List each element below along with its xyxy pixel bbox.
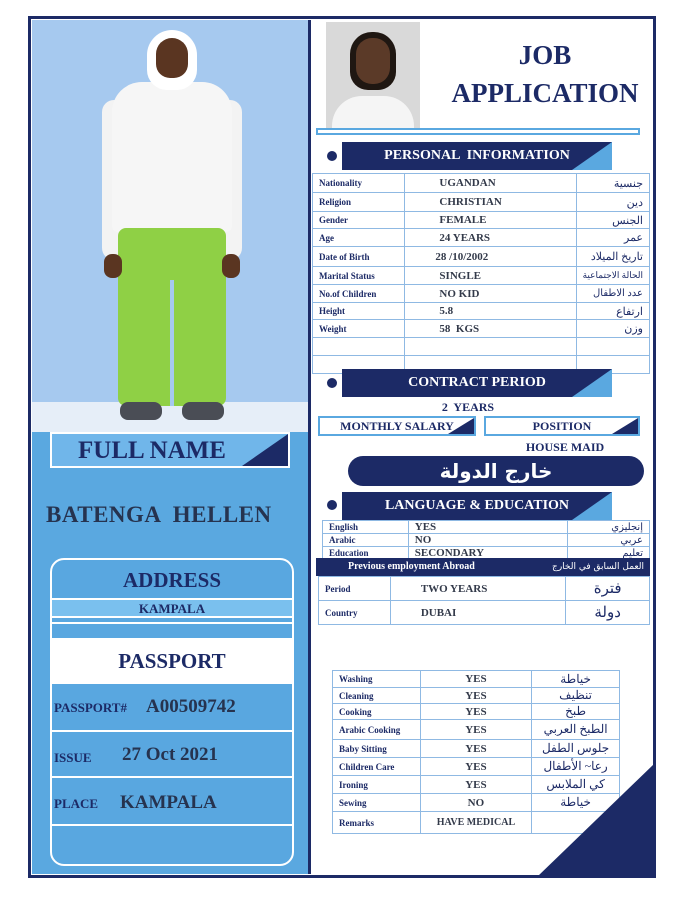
full-name-label: FULL NAME xyxy=(78,437,226,464)
row-value: 58 KGS xyxy=(405,320,576,338)
table-row xyxy=(313,229,650,247)
row-value: FEMALE xyxy=(405,212,576,229)
title-rule xyxy=(316,128,640,135)
row-value: 24 YEARS xyxy=(405,229,576,247)
row-label: Date of Birth xyxy=(313,247,405,267)
row-arabic: عمر xyxy=(576,229,649,247)
contract-period-header xyxy=(342,369,612,397)
bullet-dot xyxy=(327,151,337,161)
table-row xyxy=(319,577,650,601)
personal-info-header xyxy=(342,142,612,170)
row-label: Arabic Cooking xyxy=(333,720,421,740)
row-arabic: خياطة xyxy=(532,794,620,812)
row-value: UGANDAN xyxy=(405,174,576,193)
tab-corner-triangle xyxy=(612,418,638,434)
language-education-title: LANGUAGE & EDUCATION xyxy=(384,498,570,513)
row-arabic: الطبخ العربي xyxy=(532,720,620,740)
row-value: YES xyxy=(420,776,532,794)
bullet-dot xyxy=(327,500,337,510)
row-label: Baby Sitting xyxy=(333,740,421,758)
row-label: Age xyxy=(313,229,405,247)
row-label: Arabic xyxy=(323,534,409,547)
header-corner-triangle xyxy=(572,369,612,397)
row-arabic: دولة xyxy=(566,601,650,625)
row-arabic: ارتفاع xyxy=(576,303,649,320)
table-row xyxy=(313,193,650,212)
row-label: Religion xyxy=(313,193,405,212)
row-value: SECONDARY xyxy=(408,547,567,560)
previous-employment-table xyxy=(318,576,650,625)
row-arabic: وزن xyxy=(576,320,649,338)
row-label: Children Care xyxy=(333,758,421,776)
row-arabic: عربي xyxy=(568,534,650,547)
passport-place-value: KAMPALA xyxy=(120,792,217,813)
table-row xyxy=(323,534,650,547)
table-row xyxy=(333,671,620,688)
row-arabic: تنظيف xyxy=(532,688,620,704)
tab-corner-triangle xyxy=(448,418,474,434)
corner-decoration xyxy=(538,764,654,876)
bullet-dot xyxy=(327,378,337,388)
row-value: YES xyxy=(420,704,532,720)
row-value: YES xyxy=(420,758,532,776)
row-value: DUBAI xyxy=(390,601,565,625)
row-arabic: عدد الاطفال xyxy=(576,285,649,303)
row-label: Cleaning xyxy=(333,688,421,704)
row-label: Education xyxy=(323,547,409,560)
passport-number-value: A00509742 xyxy=(146,696,236,717)
table-row xyxy=(313,303,650,320)
language-table xyxy=(322,520,650,560)
position-label xyxy=(484,416,640,436)
table-row xyxy=(313,212,650,229)
empty-cell xyxy=(405,338,576,356)
abroad-banner: خارج الدولة xyxy=(348,456,644,486)
previous-employment-title-ar: العمل السابق في الخارج xyxy=(552,562,644,572)
address-label: ADDRESS xyxy=(122,568,222,592)
row-value: YES xyxy=(420,671,532,688)
row-value: YES xyxy=(420,720,532,740)
page-title xyxy=(430,36,660,112)
row-label: Remarks xyxy=(333,812,421,834)
monthly-salary-text: MONTHLY SALARY xyxy=(340,419,454,433)
table-row xyxy=(313,174,650,193)
passport-number-label: PASSPORT# xyxy=(54,700,127,715)
row-value: 28 /10/2002 xyxy=(405,247,576,267)
empty-cell xyxy=(576,338,649,356)
row-label: Cooking xyxy=(333,704,421,720)
header-corner-triangle xyxy=(572,492,612,520)
row-arabic: إنجليزي xyxy=(568,521,650,534)
passport-label: PASSPORT xyxy=(52,638,292,684)
row-arabic: طبخ xyxy=(532,704,620,720)
portrait-photo xyxy=(326,22,420,130)
personal-info-title: PERSONAL INFORMATION xyxy=(384,148,570,163)
row-value: YES xyxy=(408,521,567,534)
previous-employment-title: Previous employment Abroad xyxy=(348,561,475,572)
row-label: Period xyxy=(319,577,391,601)
row-label: Country xyxy=(319,601,391,625)
full-name-value: BATENGA HELLEN xyxy=(46,502,272,527)
personal-info-table xyxy=(312,173,650,374)
passport-issue-label: ISSUE xyxy=(54,750,92,765)
passport-place-label: PLACE xyxy=(54,796,99,811)
empty-cell xyxy=(313,338,405,356)
row-arabic: الجنس xyxy=(576,212,649,229)
row-label: Marital Status xyxy=(313,267,405,285)
previous-employment-header xyxy=(316,558,650,576)
row-value: YES xyxy=(420,740,532,758)
position-value: HOUSE MAID xyxy=(525,440,605,454)
position-text: POSITION xyxy=(532,419,592,433)
row-arabic: فترة xyxy=(566,577,650,601)
page-title-line1: JOB xyxy=(518,40,572,70)
table-row xyxy=(333,704,620,720)
row-label: Sewing xyxy=(333,794,421,812)
row-label: Washing xyxy=(333,671,421,688)
table-row xyxy=(313,285,650,303)
row-value: SINGLE xyxy=(405,267,576,285)
row-arabic: جنسية xyxy=(576,174,649,193)
row-value: CHRISTIAN xyxy=(405,193,576,212)
row-value: HAVE MEDICAL xyxy=(420,812,532,834)
row-label: Gender xyxy=(313,212,405,229)
header-corner-triangle xyxy=(572,142,612,170)
row-arabic: جلوس الطفل xyxy=(532,740,620,758)
row-value: NO xyxy=(420,794,532,812)
portrait-shoulders xyxy=(332,96,414,130)
passport-issue-value: 27 Oct 2021 xyxy=(122,744,219,765)
table-row xyxy=(323,521,650,534)
contract-period-title: CONTRACT PERIOD xyxy=(408,375,546,390)
row-label: Height xyxy=(313,303,405,320)
row-label: Nationality xyxy=(313,174,405,193)
row-arabic: كي الملابس xyxy=(532,776,620,794)
row-value: TWO YEARS xyxy=(390,577,565,601)
row-arabic: تعليم xyxy=(568,547,650,560)
monthly-salary-label xyxy=(318,416,476,436)
row-label: Ironing xyxy=(333,776,421,794)
row-arabic: الحالة الاجتماعية xyxy=(576,267,649,285)
table-row xyxy=(313,247,650,267)
row-arabic: رعا~ الأطفال xyxy=(532,758,620,776)
contract-years: 2 YEARS xyxy=(441,400,495,414)
row-value: 5.8 xyxy=(405,303,576,320)
row-arabic: دين xyxy=(576,193,649,212)
row-label: English xyxy=(323,521,409,534)
portrait-face xyxy=(356,38,390,84)
table-row xyxy=(333,740,620,758)
row-arabic: خياطة xyxy=(532,671,620,688)
row-label: No.of Children xyxy=(313,285,405,303)
table-row xyxy=(333,720,620,740)
table-row xyxy=(319,601,650,625)
page-title-line2: APPLICATION xyxy=(451,78,639,108)
table-row xyxy=(313,267,650,285)
row-label: Weight xyxy=(313,320,405,338)
table-row xyxy=(313,338,650,356)
row-value: YES xyxy=(420,688,532,704)
table-row xyxy=(313,320,650,338)
row-value: NO KID xyxy=(405,285,576,303)
row-arabic: تاريخ الميلاد xyxy=(576,247,649,267)
language-education-header xyxy=(342,492,612,520)
table-row xyxy=(333,688,620,704)
address-value: KAMPALA xyxy=(52,598,292,618)
row-value: NO xyxy=(408,534,567,547)
